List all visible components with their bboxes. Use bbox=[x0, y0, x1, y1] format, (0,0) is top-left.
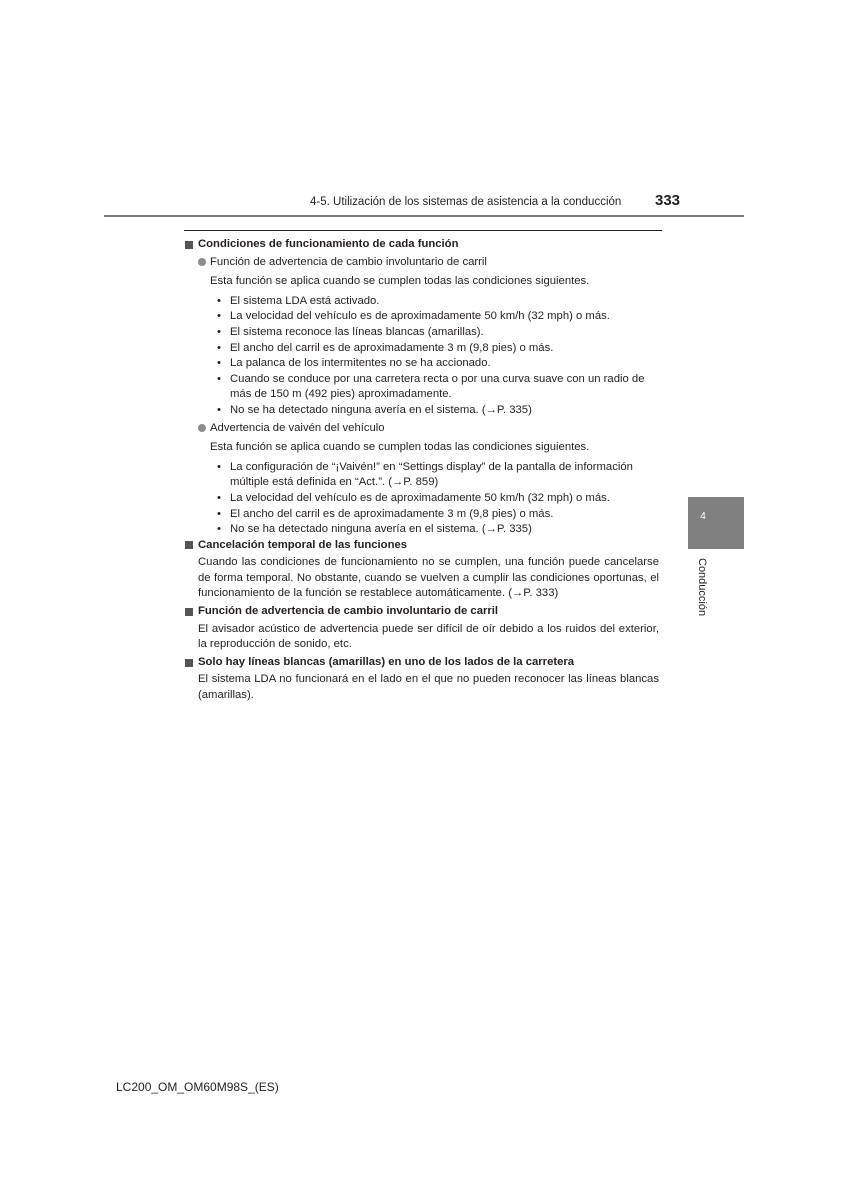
circle-bullet-icon bbox=[198, 424, 206, 432]
list-item: • El sistema LDA está activado. bbox=[217, 294, 659, 310]
section-heading-text: Condiciones de funcionamiento de cada función bbox=[198, 238, 459, 250]
square-bullet-icon bbox=[185, 541, 193, 549]
square-bullet-icon bbox=[185, 659, 193, 667]
square-bullet-icon bbox=[185, 241, 193, 249]
content-rule bbox=[184, 230, 662, 231]
list-item: • La velocidad del vehículo es de aproximadamente 50 km/h (32 mph) o más. bbox=[217, 309, 659, 325]
header-rule bbox=[104, 215, 744, 217]
section-heading-text: Cancelación temporal de las funciones bbox=[198, 538, 408, 551]
page-content bbox=[185, 237, 659, 706]
header-section-title: 4-5. Utilización de los sistemas de asistencia a la conducción bbox=[310, 196, 622, 208]
section-heading bbox=[185, 538, 659, 554]
subsection-intro: Esta función se aplica cuando se cumplen todas las condiciones siguientes. bbox=[210, 441, 590, 454]
page-number: 333 bbox=[655, 192, 681, 209]
list-item: • La velocidad del vehículo es de aproximadamente 50 km/h (32 mph) o más. bbox=[217, 491, 659, 507]
circle-bullet-icon bbox=[198, 258, 206, 266]
chapter-label: Conducción bbox=[696, 558, 708, 617]
footer-code: LC200_OM_OM60M98S_(ES) bbox=[116, 1080, 279, 1094]
list-item: • El sistema reconoce las líneas blancas (amarillas). bbox=[217, 325, 659, 341]
section-heading bbox=[185, 237, 659, 253]
list-item: • El ancho del carril es de aproximadamente 3 m (9,8 pies) o más. bbox=[217, 507, 659, 523]
section-heading-text: Función de advertencia de cambio involuntario de carril bbox=[198, 605, 499, 618]
chapter-tab bbox=[688, 497, 744, 549]
list-item: • No se ha detectado ninguna avería en el sistema. (→P. 335) bbox=[217, 522, 659, 538]
subsection-intro: Esta función se aplica cuando se cumplen todas las condiciones siguientes. bbox=[210, 275, 590, 288]
condition-list bbox=[217, 460, 659, 538]
section-heading bbox=[185, 604, 659, 620]
subsection-title-text: Advertencia de vaivén del vehículo bbox=[210, 421, 385, 434]
section-body: El sistema LDA no funcionará en el lado en el que no pueden reconocer las líneas blancas (amarillas). bbox=[198, 673, 659, 702]
subsection-title bbox=[198, 421, 659, 437]
list-item: • La configuración de “¡Vaivén!” en “Settings display” de la pantalla de información múltiple está definida en “Act.”. (→P. 859) bbox=[217, 460, 659, 491]
list-item: • No se ha detectado ninguna avería en el sistema. (→P. 335) bbox=[217, 403, 659, 419]
section-heading bbox=[185, 655, 659, 671]
list-item: • La palanca de los intermitentes no se ha accionado. bbox=[217, 356, 659, 372]
subsection-title-text: Función de advertencia de cambio involuntario de carril bbox=[210, 255, 487, 268]
section-heading-text: Solo hay líneas blancas (amarillas) en uno de los lados de la carretera bbox=[198, 655, 575, 668]
list-item: • El ancho del carril es de aproximadamente 3 m (9,8 pies) o más. bbox=[217, 341, 659, 357]
section-body: El avisador acústico de advertencia puede ser difícil de oír debido a los ruidos del exterior, la reproducción de sonido, etc. bbox=[198, 622, 659, 651]
condition-list bbox=[217, 294, 659, 419]
list-item: • Cuando se conduce por una carretera recta o por una curva suave con un radio de más de 150 m (492 pies) aproximadamente. bbox=[217, 372, 659, 403]
section-body: Cuando las condiciones de funcionamiento no se cumplen, una función puede cancelarse de forma temporal. No obstante, cuando se vuelven a cumplir las condiciones oportunas, el funcionamiento de la función se restablece automáticamente. (→P. 333) bbox=[198, 556, 659, 600]
chapter-number: 4 bbox=[700, 511, 706, 522]
subsection-title bbox=[198, 255, 659, 271]
square-bullet-icon bbox=[185, 608, 193, 616]
